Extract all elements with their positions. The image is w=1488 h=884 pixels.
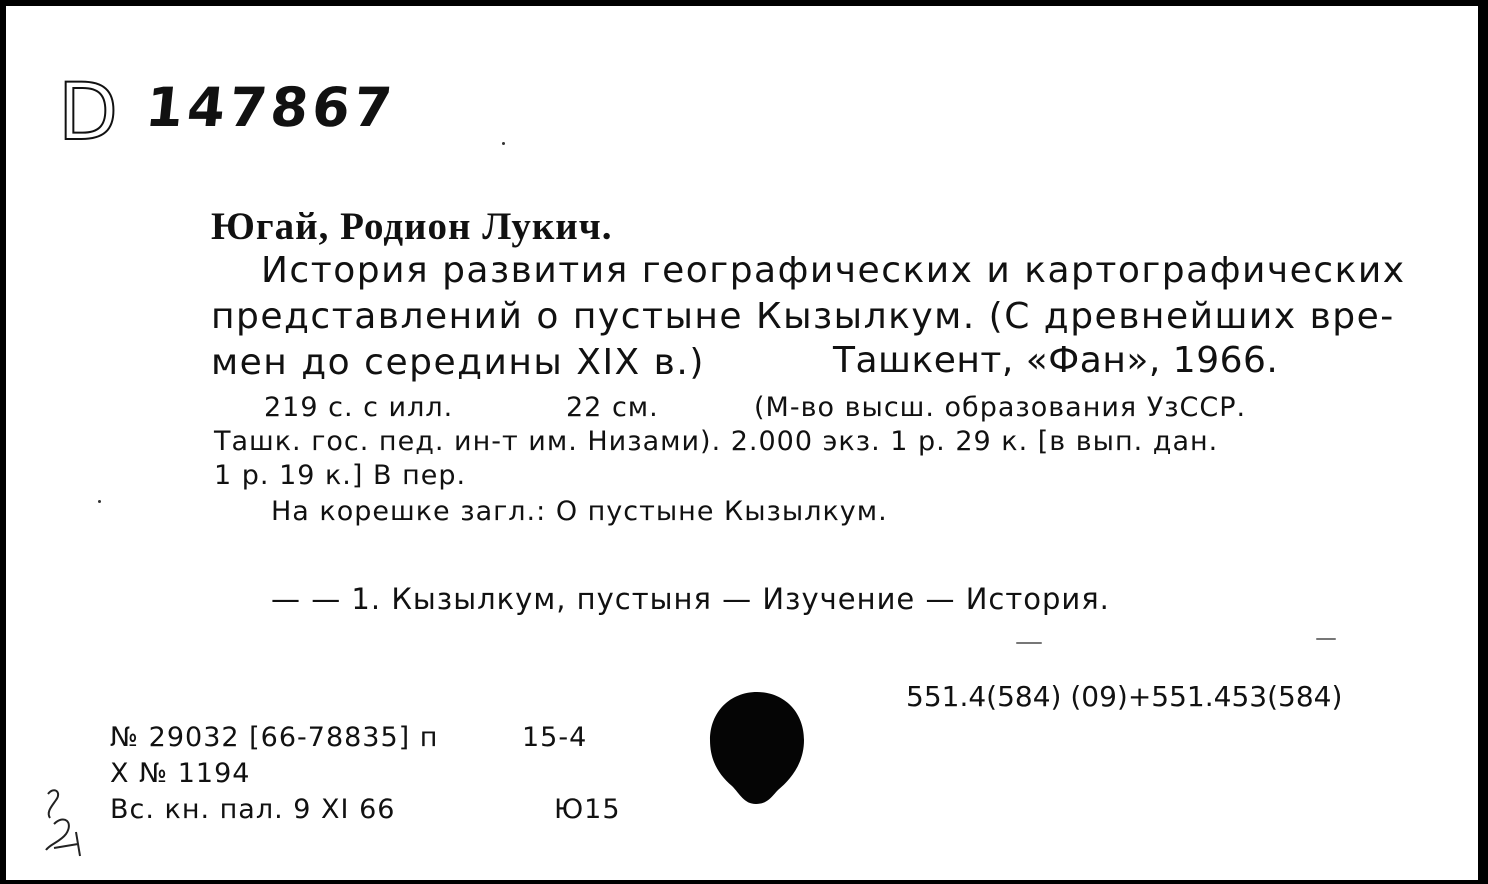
- speck: [502, 142, 505, 145]
- classification-code: 551.4(584) (09)+551.453(584): [906, 680, 1343, 713]
- x-number: X № 1194: [110, 758, 251, 789]
- speck: [1016, 642, 1042, 644]
- spine-note: На корешке загл.: О пустыне Кызылкум.: [271, 496, 888, 527]
- description-line: 1 р. 19 к.] В пер.: [214, 460, 467, 491]
- call-letter: D: [58, 68, 119, 158]
- description-line: Ташк. гос. пед. ин-т им. Низами). 2.000 экз. 1 р. 29 к. [в вып. дан.: [214, 426, 1219, 457]
- speck: [1316, 638, 1336, 640]
- chamber-code: Ю15: [554, 794, 621, 825]
- subject-heading: — — 1. Кызылкум, пустыня — Изучение — История.: [271, 582, 1110, 616]
- author-heading: Югай, Родион Лукич.: [211, 205, 613, 248]
- imprint: Ташкент, «Фан», 1966.: [833, 340, 1279, 381]
- call-number: 147867: [142, 76, 399, 139]
- title-line: представлений о пустыне Кызылкум. (С древнейших вре-: [211, 296, 1395, 337]
- pages: 219 с. с илл.: [264, 392, 454, 423]
- title-line: мен до середины XIX в.): [211, 342, 705, 383]
- order-code: 15-4: [522, 722, 588, 753]
- order-number: № 29032 [66-78835] п: [110, 722, 439, 753]
- title-line: История развития географических и картографических: [261, 250, 1406, 291]
- book-chamber-line: Вс. кн. пал. 9 XI 66: [110, 794, 396, 825]
- speck: [98, 500, 101, 503]
- ink-blot: [706, 690, 808, 808]
- handwritten-mark: [40, 784, 92, 858]
- series-note: (М-во высш. образования УзССР.: [754, 392, 1247, 423]
- size: 22 см.: [566, 392, 659, 423]
